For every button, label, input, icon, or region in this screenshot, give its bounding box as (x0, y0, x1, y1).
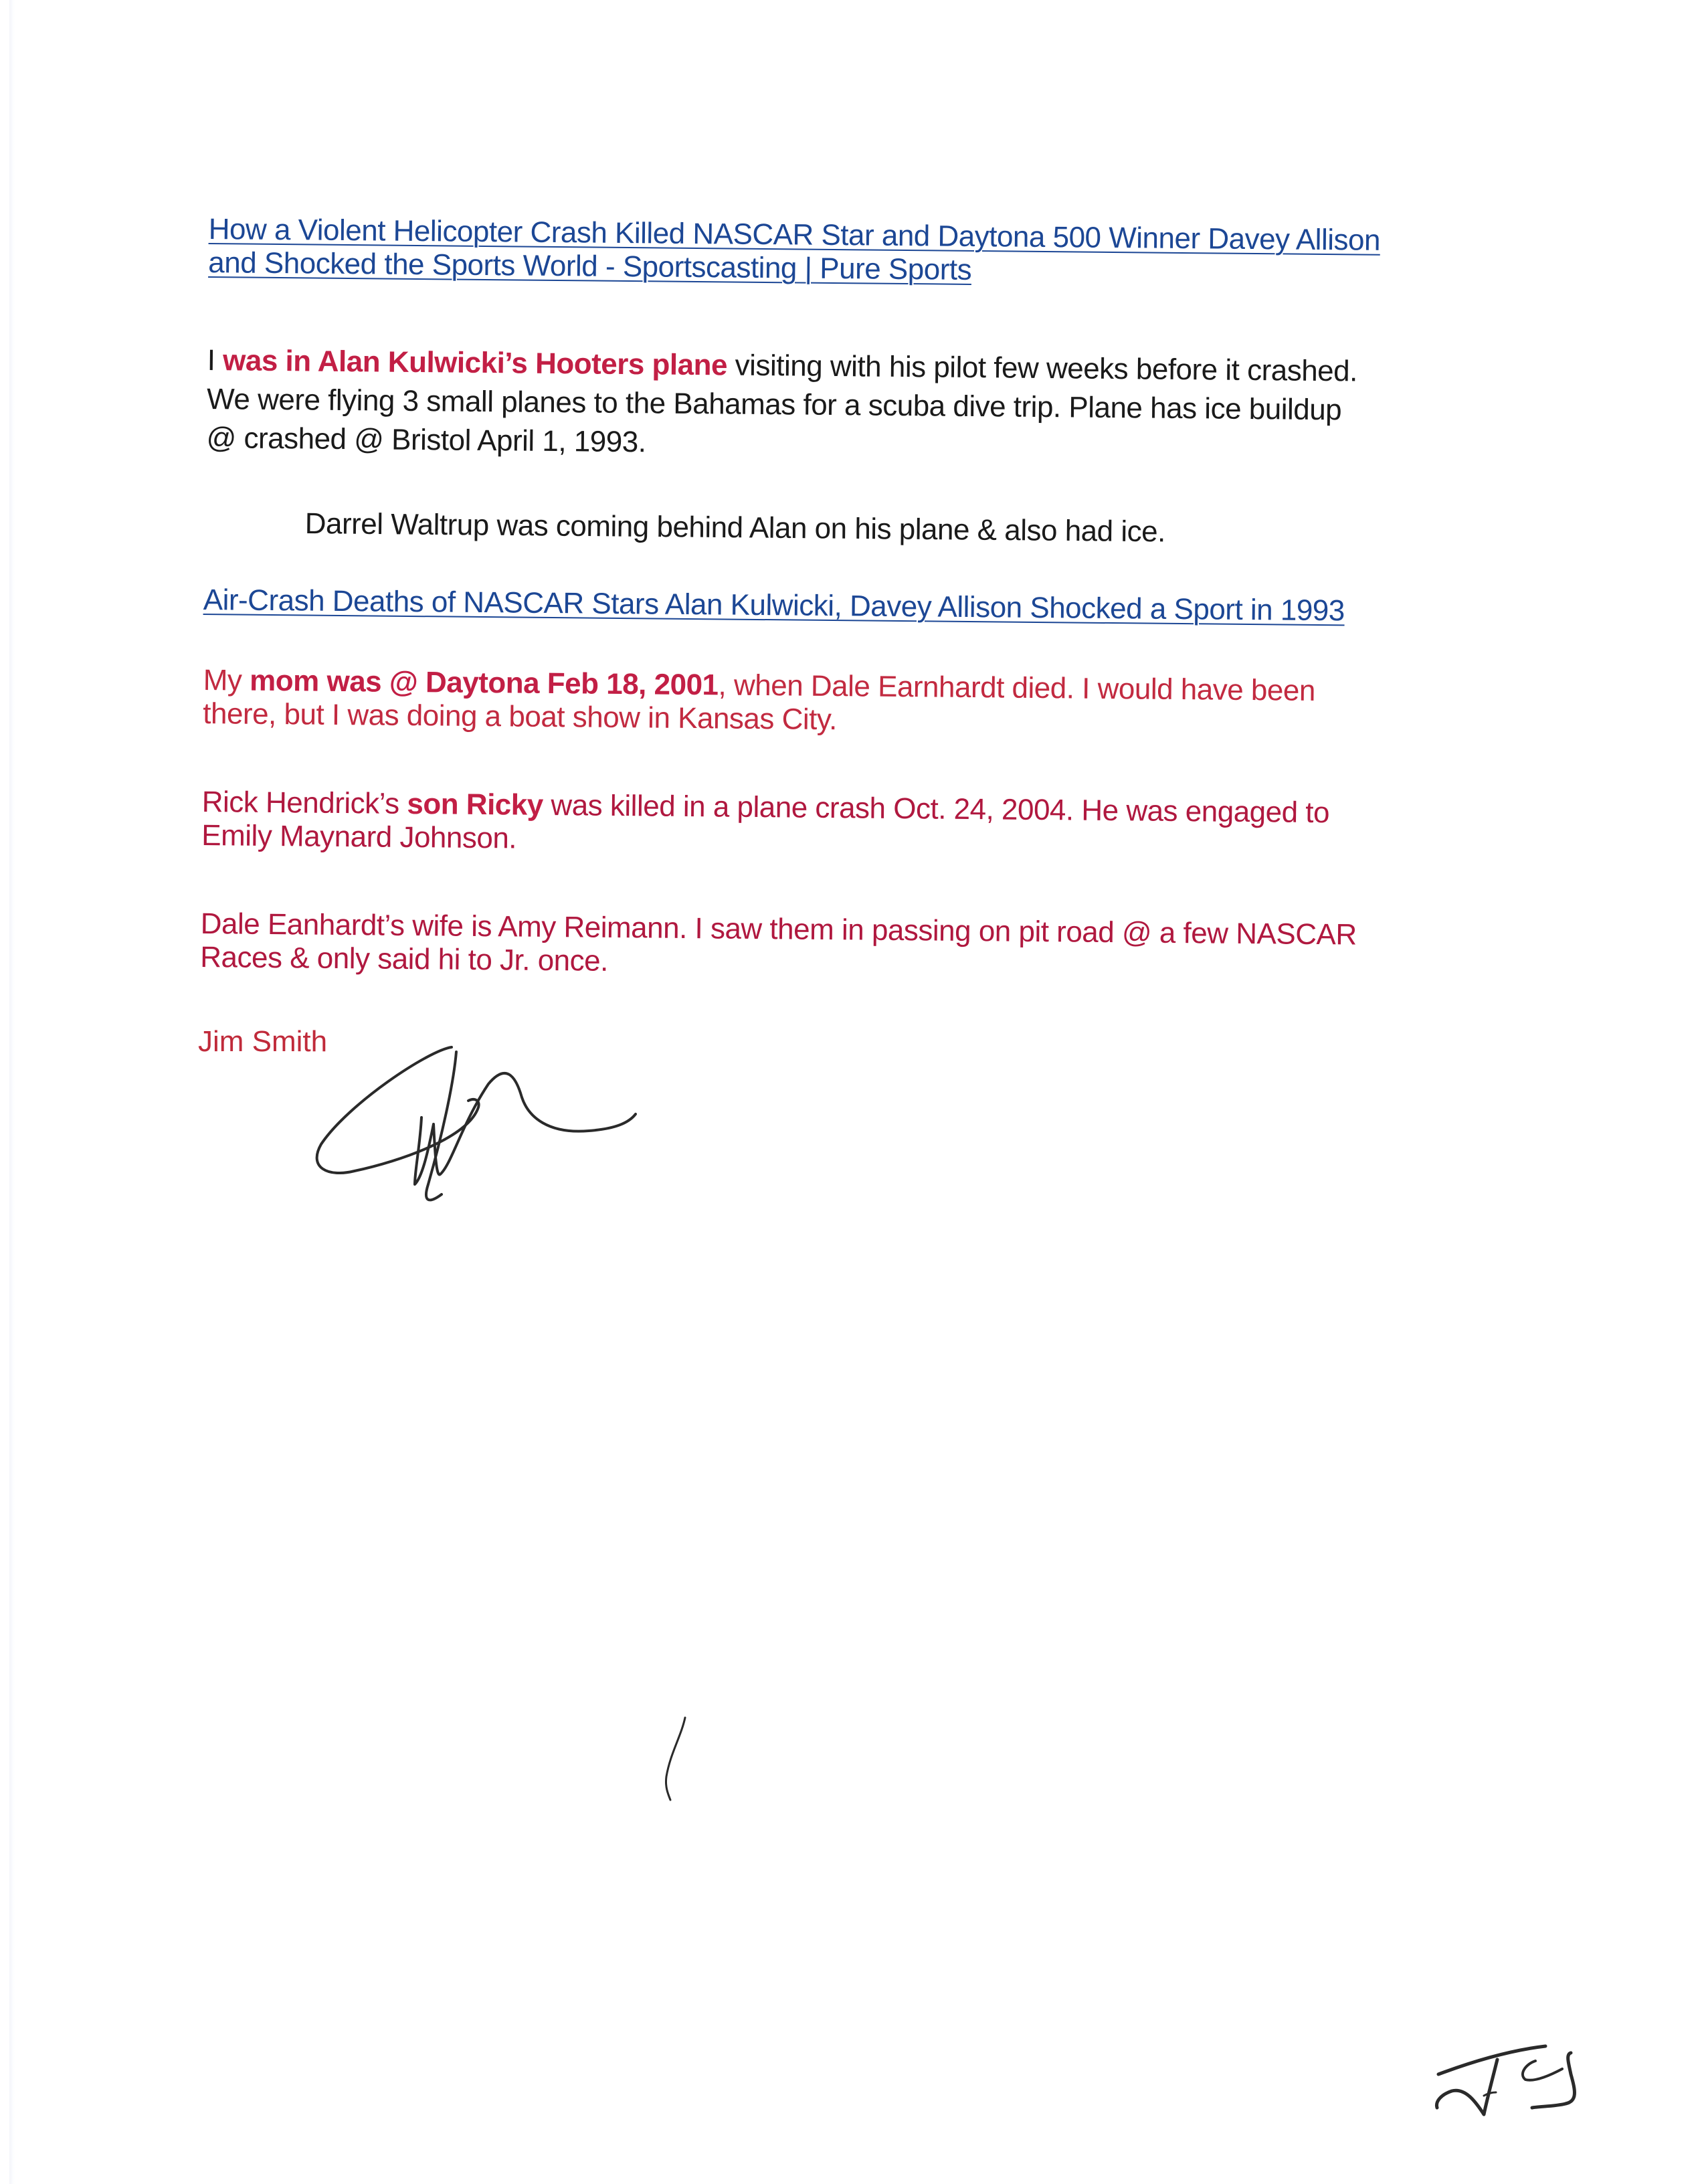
article-link-line-1[interactable]: Air-Crash Deaths of NASCAR Stars Alan Kulwicki, Davey Allison Shocked a Sport in 1993 (203, 583, 1345, 628)
paragraph-line-2: We were flying 3 small planes to the Bahamas for a scuba dive trip. Plane has ice buildup (206, 382, 1342, 427)
handwritten-initials-icon (1425, 2034, 1586, 2121)
paragraph-rest: visiting with his pilot few weeks before it crashed. (727, 349, 1358, 388)
article-link-line-2[interactable]: and Shocked the Sports World - Sportscasting | Pure Sports (208, 246, 972, 286)
paragraph-waltrup-text: Darrel Waltrup was coming behind Alan on his plane & also had ice. (304, 507, 1166, 549)
paragraph-daytona-2001 (203, 664, 1315, 741)
stray-pen-mark-icon (662, 1716, 689, 1810)
paragraph-waltrup (305, 507, 1166, 549)
highlight-daytona-date: mom was @ Daytona Feb 18, 2001 (249, 664, 719, 702)
paragraph-rest: , when Dale Earnhardt died. I would have been (718, 668, 1316, 707)
highlight-kulwicki-plane: was in Alan Kulwicki’s Hooters plane (222, 344, 728, 382)
paragraph-ricky-hendrick (201, 786, 1329, 863)
handwritten-signature-icon (308, 1044, 749, 1218)
paragraph-line-3: @ crashed @ Bristol April 1, 1993. (206, 421, 646, 459)
scan-edge-shadow (9, 0, 15, 2184)
paragraph-prefix: I (207, 343, 223, 377)
paragraph-prefix: My (203, 664, 250, 697)
paragraph-kulwicki-plane (206, 341, 1357, 468)
article-link-line-1[interactable]: How a Violent Helicopter Crash Killed NASCAR Star and Daytona 500 Winner Davey Allison (208, 213, 1381, 257)
article-link-air-crash-deaths[interactable] (203, 583, 1345, 628)
paragraph-line-1: Dale Eanhardt’s wife is Amy Reimann. I saw them in passing on pit road @ a few NASCAR (200, 907, 1357, 951)
paragraph-earnhardt-wife (200, 907, 1357, 986)
paragraph-line-2: Races & only said hi to Jr. once. (200, 940, 609, 978)
typed-signature-name: Jim Smith (198, 1025, 328, 1058)
paragraph-line-2: Emily Maynard Johnson. (201, 818, 517, 855)
paragraph-line-2: there, but I was doing a boat show in Kansas City. (203, 697, 838, 737)
paragraph-rest: was killed in a plane crash Oct. 24, 2004. He was engaged to (543, 788, 1330, 830)
paragraph-prefix: Rick Hendrick’s (201, 786, 407, 820)
highlight-son-ricky: son Ricky (407, 787, 543, 822)
article-link-davey-allison[interactable] (208, 213, 1380, 291)
